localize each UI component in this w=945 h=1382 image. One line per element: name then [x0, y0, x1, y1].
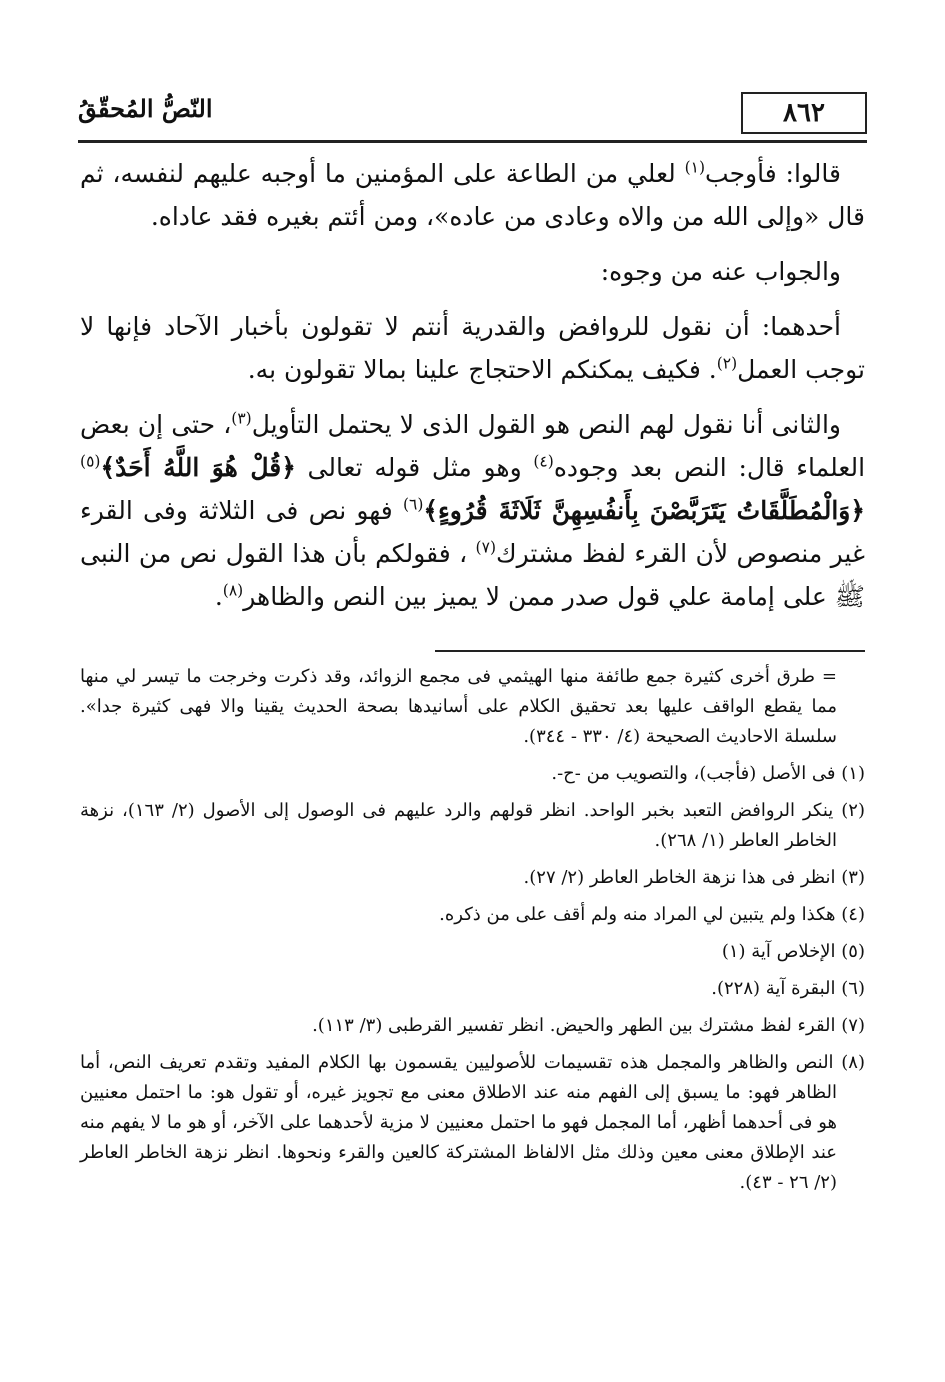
quran-verse-ikhlas: ﴿قُلْ هُوَ اللَّهُ أَحَدٌ﴾ — [100, 453, 296, 482]
footnote-ref-3: (٣) — [231, 409, 252, 428]
footnote-2: (٢) ينكر الروافض التعبد بخبر الواحد. انظر قولهم والرد عليهم فى الوصول إلى الأصول (٢/ ١٦٣)، نزهة الخاطر العاطر (١/ ٢٦٨). — [80, 800, 865, 851]
paragraph-3 — [80, 305, 865, 391]
text-run: . فكيف يمكنكم الاحتجاج علينا بمالا تقولون به. — [247, 355, 717, 384]
text-run: والثانى أنا نقول لهم النص هو القول الذى لا يحتمل التأويل — [251, 410, 841, 439]
header-divider — [78, 140, 867, 143]
footnote-6: (٦) البقرة آية (٢٢٨). — [711, 978, 865, 999]
text-run: قالوا: فأوجب — [705, 159, 841, 188]
footnote-ref-2: (٢) — [716, 354, 738, 373]
footnote-1: (١) فى الأصل (فأجب)، والتصويب من -ح-. — [551, 763, 865, 784]
main-text — [80, 152, 865, 630]
footnote-ref-7: (٧) — [475, 538, 496, 557]
text-run: أحدهما: أن نقول للروافض والقدرية أنتم لا تقولون بأخبار الآحاد فإنها لا توجب العمل — [80, 312, 865, 384]
page-header — [78, 92, 867, 138]
page-number — [741, 92, 867, 134]
footnotes — [80, 662, 865, 1205]
footnote-ref-5: (٥) — [80, 452, 101, 471]
footnote-7: (٧) القرء لفظ مشترك بين الطهر والحيض. انظر تفسير القرطبى (٣/ ١١٣). — [312, 1015, 865, 1036]
text-run: ، فقولكم بأن هذا القول نص من النبى ﷺ على إمامة علي قول صدر ممن لا يميز بين النص والظاهر — [80, 539, 865, 611]
footnote-continuation: = طرق أخرى كثيرة جمع طائفة منها الهيثمي فى مجمع الزوائد، وقد ذكرت وخرجت ما تيسر لي منها مما يقطع الواقف عليها بعد تحقيق الكلام على أسانيدها بصحة الحديث يقينا والا فهى كثيرة جدا». سلسلة الاحاديث الصحيحة (٤/ ٣٣٠ - ٣٤٤). — [80, 666, 837, 747]
footnote-3: (٣) انظر فى هذا نزهة الخاطر العاطر (٢/ ٢٧). — [523, 867, 865, 888]
footnote-ref-4: (٤) — [533, 452, 554, 471]
paragraph-4 — [80, 403, 865, 618]
paragraph-1 — [80, 152, 865, 238]
text-run: ، حتى إن بعض العلماء قال: النص بعد وجوده — [80, 410, 866, 482]
text-run: . — [214, 582, 223, 611]
text-run: فهو نص فى الثلاثة وفى القرء غير منصوص لأن القرء لفظ مشترك — [80, 496, 865, 568]
footnote-ref-1: (١) — [684, 158, 706, 177]
running-title: النّصُّ المُحقّقُ — [78, 94, 213, 123]
text-run: لعلي من الطاعة على المؤمنين ما أوجبه عليهم لنفسه، ثم قال «وإلى الله من والاه وعادى من عاده»، ومن أئتم بغيره فقد عاداه. — [80, 159, 865, 231]
footnote-5: (٥) الإخلاص آية (١) — [721, 941, 865, 962]
text-run: وهو مثل قوله تعالى — [295, 453, 534, 482]
paragraph-2: والجواب عنه من وجوه: — [600, 257, 841, 286]
page-number-text: ٨٦٢ — [783, 98, 825, 128]
footnote-divider — [435, 650, 865, 652]
footnote-ref-8: (٨) — [222, 581, 244, 600]
footnote-8: (٨) النص والظاهر والمجمل هذه تقسيمات للأصوليين يقسمون بها الكلام المفيد وتقدم تعريف النص، أما الظاهر فهو: ما يسبق إلى الفهم منه عند الاطلاق معنى مع تجويز غيره، أو تقول هو: ما احتمل معنيين هو فى أحدهما أظهر، أما المجمل فهو ما احتمل معنيين لا مزية لأحدهما على الآخر، أو هو ما لا يفهم منه عند الإطلاق معنى معين وذلك مثل الالفاظ المشتركة كالعين والقرء ونحوها. انظر نزهة الخاطر العاطر (٢/ ٢٦ - ٤٣). — [80, 1052, 865, 1193]
quran-verse-baqarah: ﴿وَالْمُطَلَّقَاتُ يَتَرَبَّصْنَ بِأَنفُسِهِنَّ ثَلَاثَةَ قُرُوءٍ﴾ — [423, 496, 865, 525]
footnote-4: (٤) هكذا ولم يتبين لي المراد منه ولم أقف على من ذكره. — [439, 904, 865, 925]
footnote-ref-6: (٦) — [402, 495, 424, 514]
